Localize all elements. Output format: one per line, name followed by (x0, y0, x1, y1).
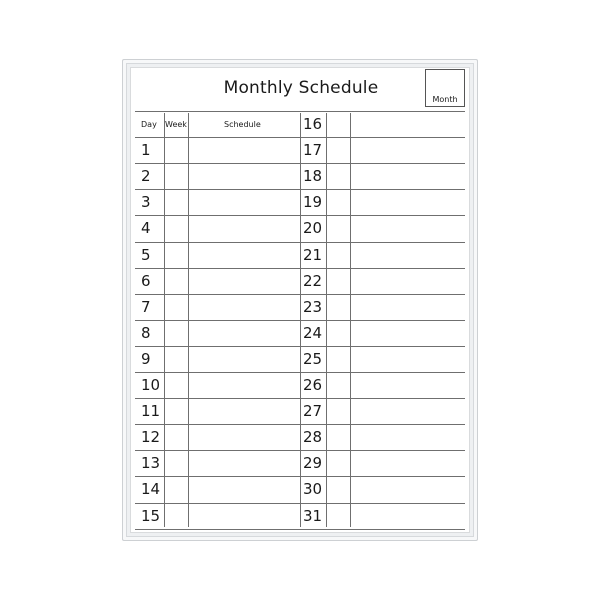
day-number-left: 13 (141, 454, 161, 473)
day-number-right: 20 (303, 219, 323, 238)
day-number-left: 7 (141, 297, 151, 316)
day-number-right: 29 (303, 454, 323, 473)
day-number-left: 1 (141, 141, 151, 160)
day-number-left: 10 (141, 376, 161, 394)
column-divider (300, 113, 301, 527)
header-week: Week (165, 120, 187, 129)
column-divider (188, 113, 189, 527)
day-number-right: 16 (303, 115, 323, 133)
day-number-right: 30 (303, 480, 323, 499)
day-number-left: 9 (141, 349, 151, 368)
day-number-left: 2 (141, 167, 151, 186)
day-number-right: 28 (303, 428, 323, 447)
monthly-schedule-board (130, 67, 470, 533)
day-number-right: 18 (303, 167, 323, 186)
day-number-right: 24 (303, 323, 323, 342)
day-number-left: 6 (141, 271, 151, 290)
day-number-left: 3 (141, 193, 151, 212)
day-number-left: 14 (141, 480, 161, 499)
day-number-right: 22 (303, 271, 323, 290)
board-title: Monthly Schedule (223, 78, 379, 98)
month-box (425, 69, 465, 107)
day-number-right: 17 (303, 141, 323, 160)
day-number-left: 8 (141, 323, 151, 342)
day-number-left: 4 (141, 219, 151, 238)
day-number-right: 31 (303, 506, 323, 525)
header-day: Day (141, 120, 157, 129)
day-number-left: 12 (141, 428, 161, 447)
header-schedule: Schedule (224, 120, 261, 129)
row-divider (135, 529, 465, 530)
day-number-left: 11 (141, 402, 161, 421)
row-divider (135, 111, 465, 112)
day-number-left: 5 (141, 245, 151, 264)
day-number-right: 26 (303, 376, 323, 394)
day-number-right: 19 (303, 193, 323, 212)
day-number-right: 21 (303, 245, 323, 264)
day-number-right: 25 (303, 349, 323, 368)
month-label: Month (432, 95, 458, 104)
day-number-right: 23 (303, 297, 323, 316)
day-number-left: 15 (141, 506, 161, 525)
column-divider (350, 113, 351, 527)
day-number-right: 27 (303, 402, 323, 421)
